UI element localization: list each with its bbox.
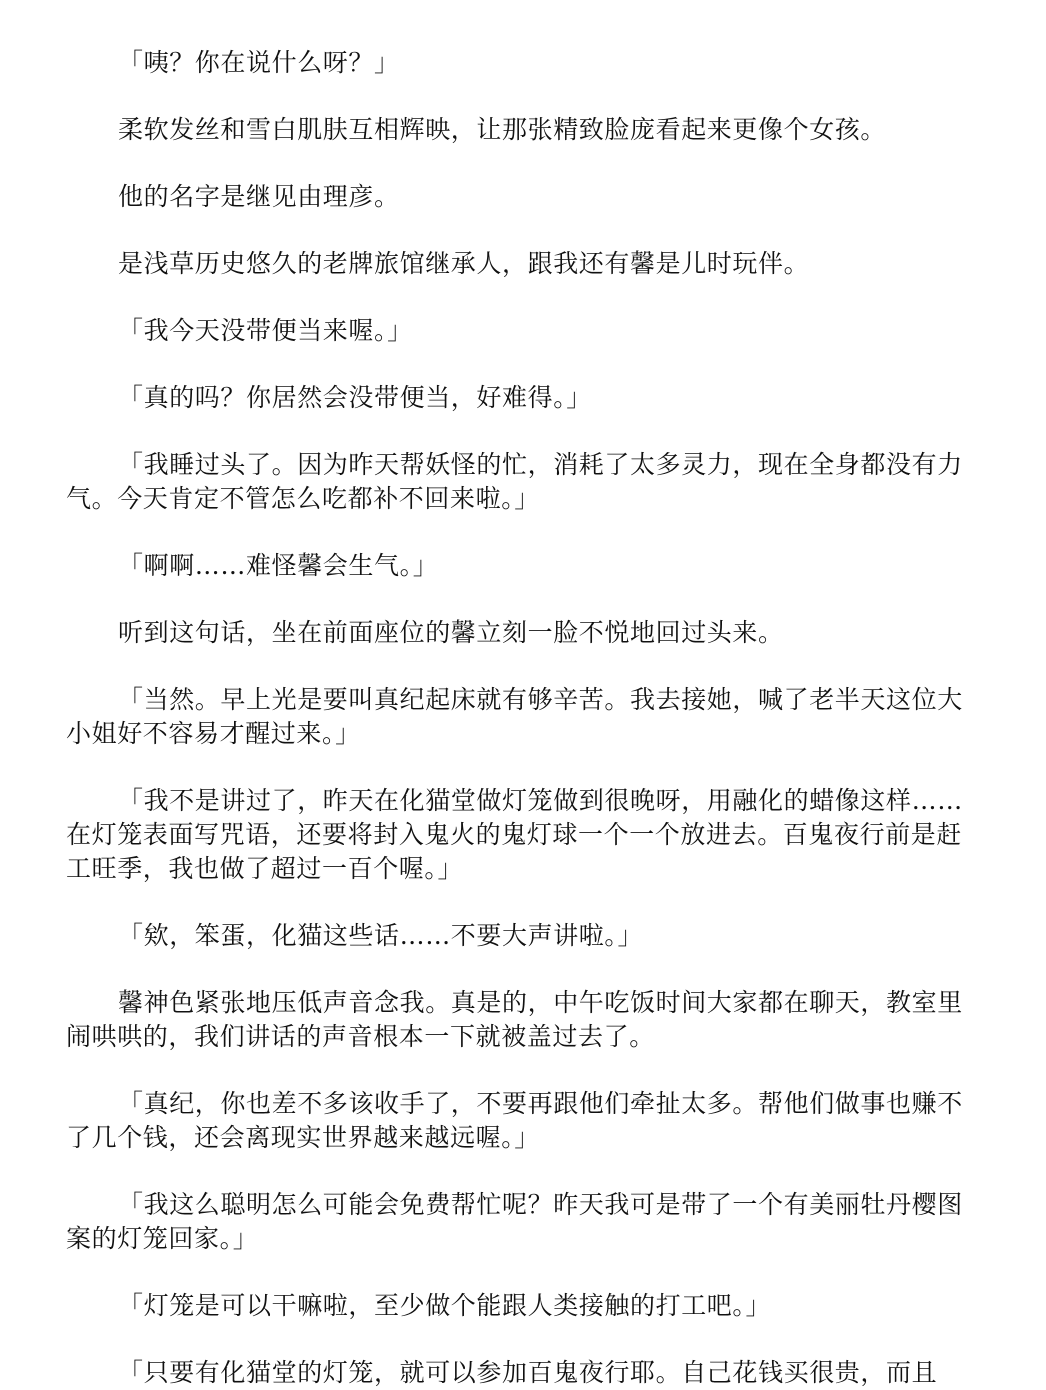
paragraph-9: 听到这句话，坐在前面座位的馨立刻一脸不悦地回过头来。: [118, 618, 784, 647]
paragraph-8: 「啊啊……难怪馨会生气。」: [118, 551, 439, 580]
paragraph-16: 「灯笼是可以干嘛啦，至少做个能跟人类接触的打工吧。」: [118, 1291, 772, 1320]
paragraph-2: 柔软发丝和雪白肌肤互相辉映，让那张精致脸庞看起来更像个女孩。: [118, 115, 887, 144]
paragraph-1: 「咦？你在说什么呀？」: [118, 48, 400, 77]
paragraph-3: 他的名字是继见由理彦。: [118, 182, 400, 211]
paragraph-13: 馨神色紧张地压低声音念我。真是的，中午吃饭时间大家都在聊天，教室里闹哄哄的，我们讲话的声音根本一下就被盖过去了。: [66, 988, 963, 1051]
paragraph-6: 「真的吗？你居然会没带便当，好难得。」: [118, 383, 592, 412]
paragraph-15: 「我这么聪明怎么可能会免费帮忙呢？昨天我可是带了一个有美丽牡丹樱图案的灯笼回家。」: [66, 1190, 963, 1253]
paragraph-4: 是浅草历史悠久的老牌旅馆继承人，跟我还有馨是儿时玩伴。: [118, 249, 810, 278]
paragraph-14: 「真纪，你也差不多该收手了，不要再跟他们牵扯太多。帮他们做事也赚不了几个钱，还会离现实世界越来越远喔。」: [66, 1089, 963, 1152]
paragraph-12: 「欸，笨蛋，化猫这些话……不要大声讲啦。」: [118, 921, 644, 950]
paragraph-10: 「当然。早上光是要叫真纪起床就有够辛苦。我去接她，喊了老半天这位大小姐好不容易才醒过来。」: [66, 685, 963, 748]
paragraph-11: 「我不是讲过了，昨天在化猫堂做灯笼做到很晚呀，用融化的蜡像这样……在灯笼表面写咒语，还要将封入鬼火的鬼灯球一个一个放进去。百鬼夜行前是赶工旺季，我也做了超过一百个喔。」: [66, 786, 963, 883]
paragraph-17: 「只要有化猫堂的灯笼，就可以参加百鬼夜行耶。自己花钱买很贵，而且: [118, 1358, 938, 1387]
paragraph-5: 「我今天没带便当来喔。」: [118, 316, 413, 345]
paragraph-7: 「我睡过头了。因为昨天帮妖怪的忙，消耗了太多灵力，现在全身都没有力气。今天肯定不管怎么吃都补不回来啦。」: [66, 450, 963, 513]
